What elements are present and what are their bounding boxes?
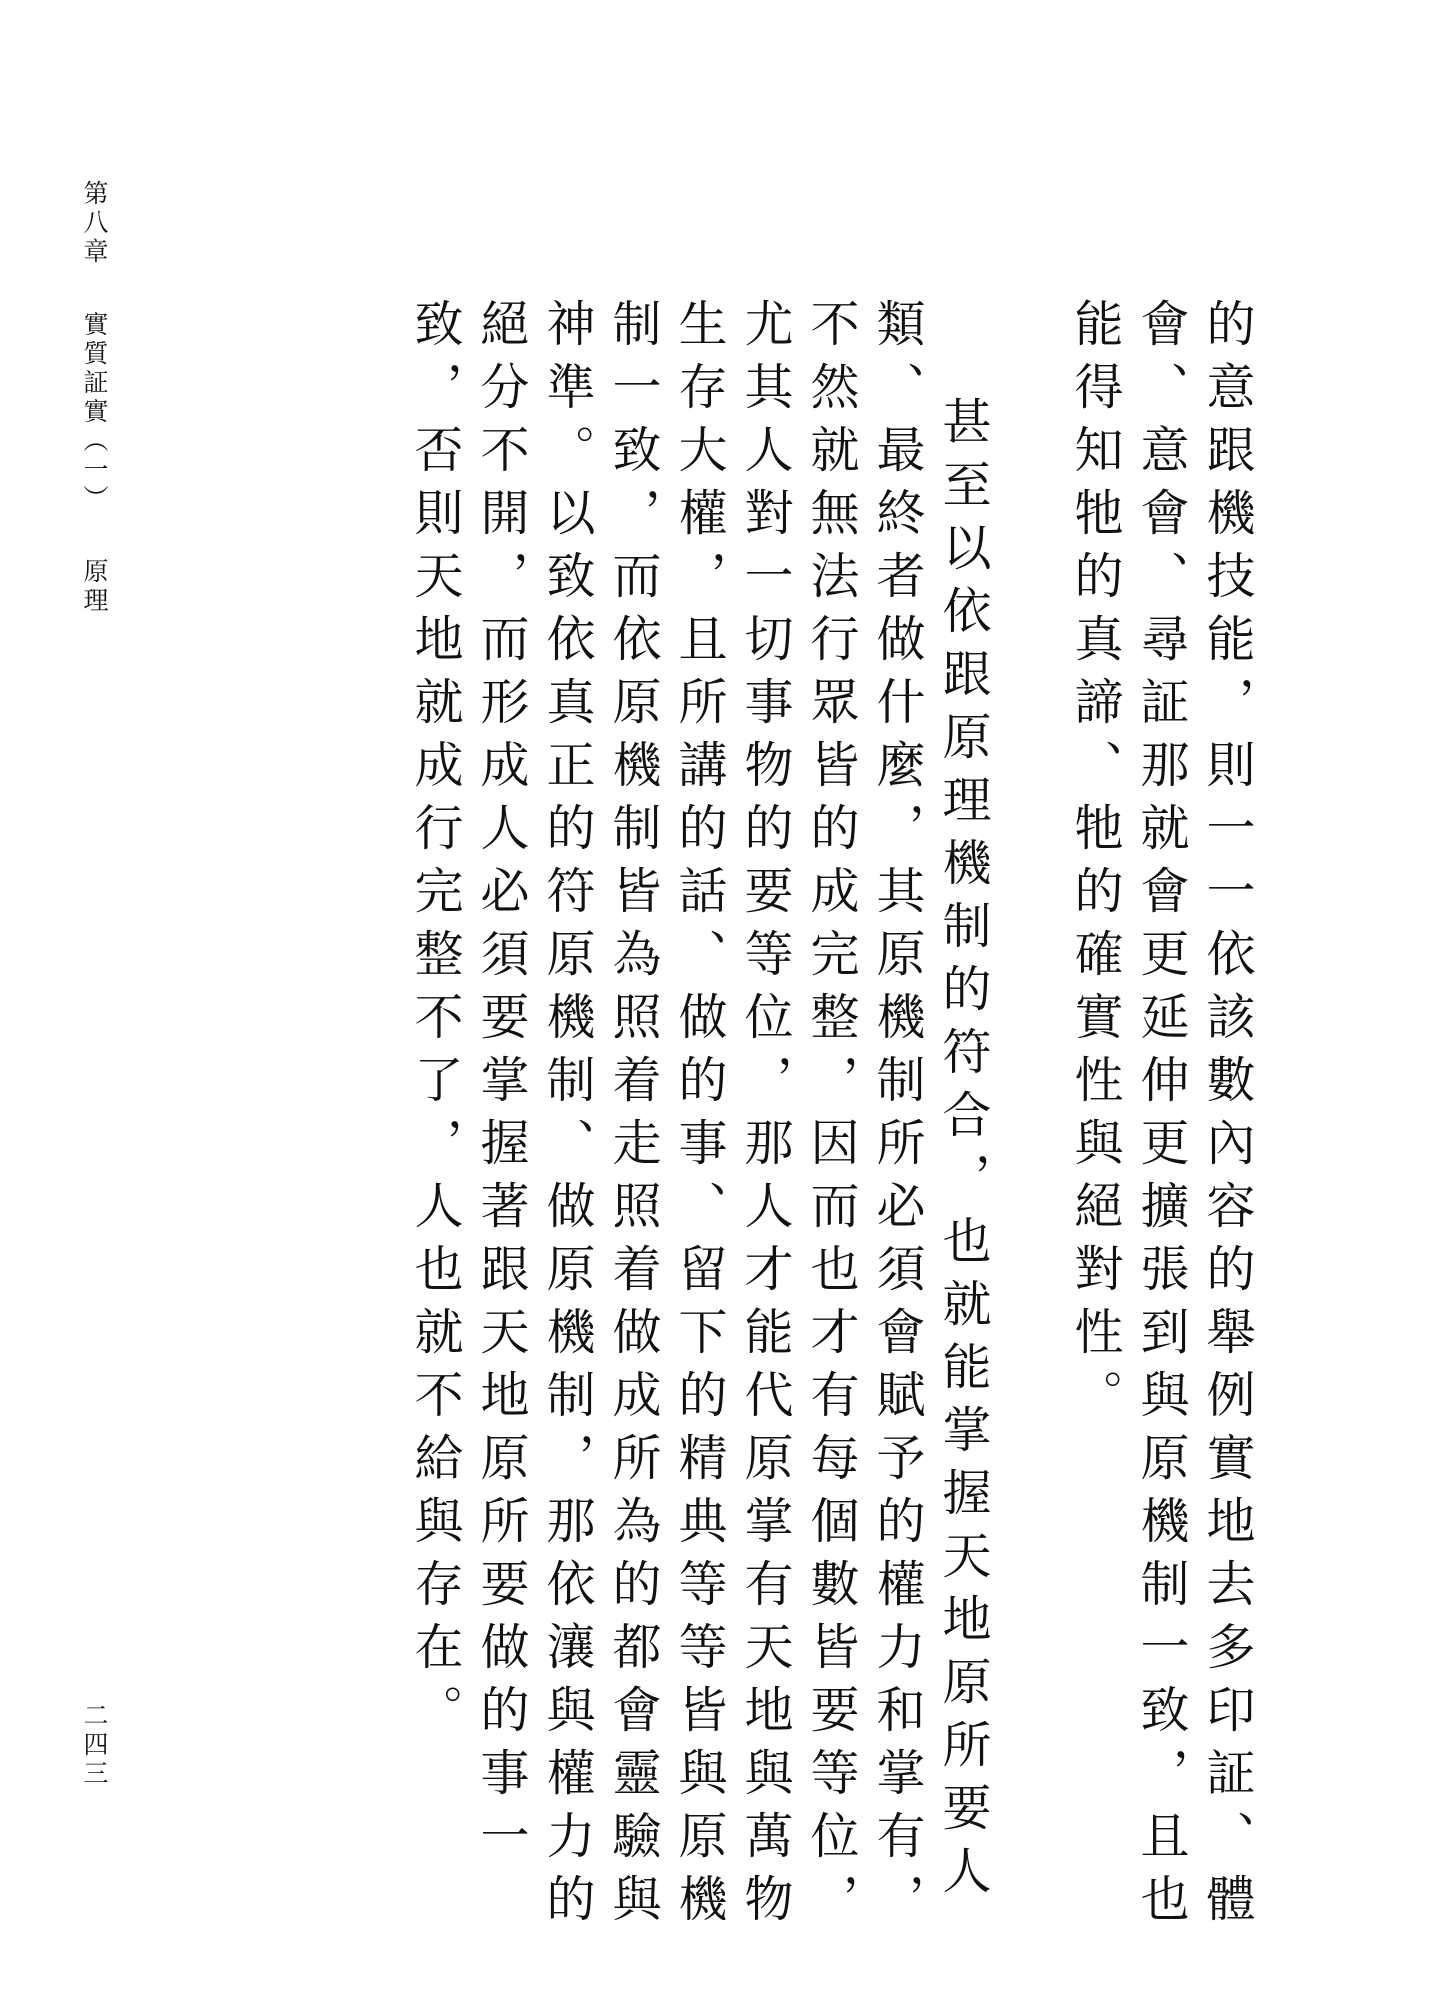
- chapter-label: 第八章: [80, 180, 109, 267]
- body-text: [402, 298, 1260, 1978]
- page-number: 二四三: [80, 1702, 109, 1789]
- running-header: [82, 180, 107, 616]
- section-label: 原理: [80, 558, 109, 616]
- book-title: 實質証實（一）: [80, 311, 109, 514]
- paragraph-2: 甚至以依跟原理機制的符合，也就能掌握天地原所要人類、最終者做什麼，其原機制所必須會賦予的權力和掌有，不然就無法行眾皆的成完整，因而也才有每個數皆要等位，尤其人對一切事物的要等位，那人才能代原掌有天地與萬物生存大權，且所講的話、做的事、留下的精典等等皆與原機制一致，而依原機制皆為照着走照着做成所為的都會靈驗與神準。以致依真正的符原機制、做原機制，那依瀼與權力的絕分不開，而形成人必須要掌握著跟天地原所要做的事一致，否則天地就成行完整不了，人也就不給與存在。: [407, 298, 992, 1936]
- paragraph-1: 的意跟機技能，則一一依該數內容的舉例實地去多印証、體會、意會、尋証那就會更延伸更擴張到與原機制一致，且也能得知牠的真諦、牠的確實性與絕對性。: [1067, 298, 1256, 1936]
